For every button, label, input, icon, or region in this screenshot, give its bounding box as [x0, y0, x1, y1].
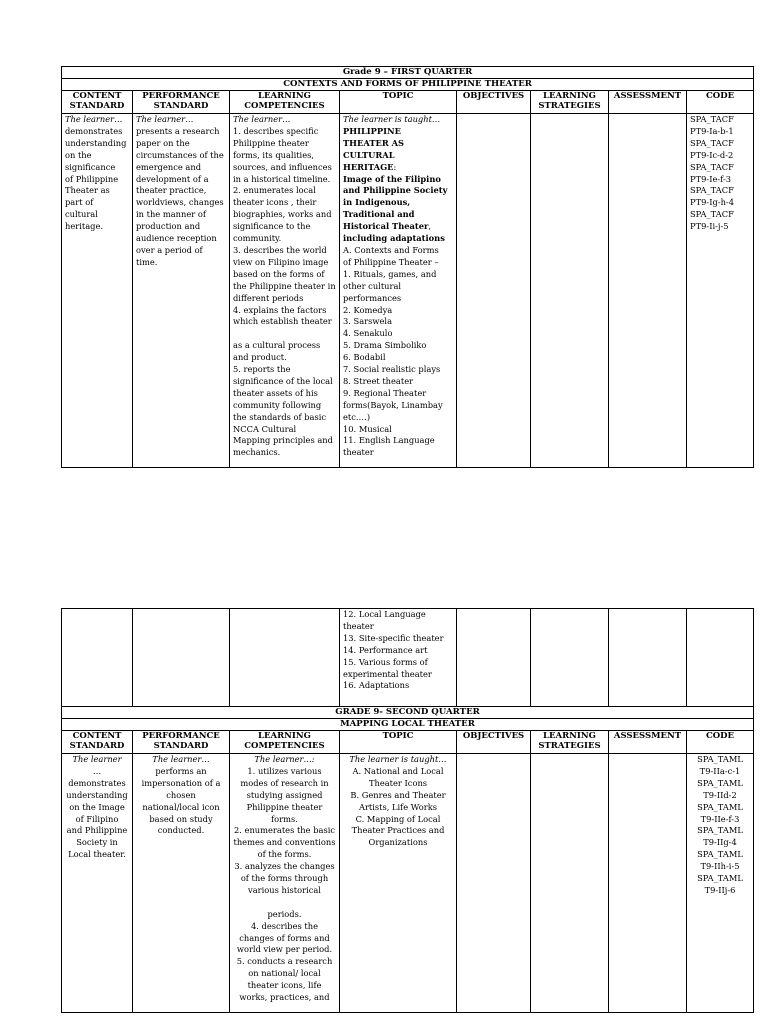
cell-line: community.: [233, 233, 282, 244]
cell-line: 7. Social realistic plays: [343, 364, 441, 375]
cell-line: CULTURAL: [343, 149, 395, 160]
code-cell: [687, 754, 754, 1013]
cell-line: 4. Senakulo: [343, 328, 393, 339]
cell-line: theater icons, life: [247, 980, 322, 991]
cell-line: audience reception: [136, 233, 217, 244]
table-row: [62, 114, 754, 468]
code-line: PT9-Ii-j-5: [690, 221, 729, 232]
cell-line: 2. Komedya: [343, 304, 393, 315]
cell-line: over a period of: [136, 244, 203, 255]
cell-line: THEATER AS: [343, 137, 405, 148]
continuation-row: [62, 609, 754, 707]
header-row: [62, 91, 754, 114]
code-line: T9-IIh-i-5: [700, 861, 740, 872]
first-quarter-table: [61, 66, 754, 468]
topic-continued-cell: [340, 609, 457, 707]
cell-line: different periods: [233, 292, 304, 303]
empty-cell: [687, 609, 754, 707]
cell-line: B. Genres and Theater: [350, 789, 446, 800]
header-objectives: OBJECTIVES: [457, 731, 531, 754]
cell-line: 16. Adaptations: [343, 680, 410, 691]
cell-line: 1. utilizes various: [247, 765, 322, 776]
empty-cell: [531, 609, 609, 707]
cell-line: periods.: [267, 908, 302, 919]
cell-line: 2. enumerates local: [233, 185, 316, 196]
topic-comma: ,: [428, 221, 432, 232]
code-line: T9-IIj-6: [704, 884, 736, 895]
cell-line: NCCA Cultural: [233, 423, 297, 434]
learning-strategies-cell: [531, 754, 609, 1013]
cell-line: worldviews, changes: [136, 197, 224, 208]
cell-line: forms, its qualities,: [233, 149, 315, 160]
cell-line: of Filipino: [75, 813, 119, 824]
cell-line: theater: [343, 620, 374, 631]
cell-line: development of a: [136, 173, 209, 184]
cell-line: understanding: [66, 789, 128, 800]
cell-line: other cultural: [343, 280, 402, 291]
header-content-standard: CONTENT STANDARD: [62, 91, 133, 114]
cell-line: Philippine theater: [233, 137, 309, 148]
cell-line: Local theater.: [68, 849, 126, 860]
empty-cell: [609, 609, 687, 707]
cell-line: on the: [65, 149, 92, 160]
cell-line: sources, and influences: [233, 161, 332, 172]
cell-line: paper on the: [136, 137, 190, 148]
cell-line: world view per period.: [236, 944, 333, 955]
cell-line: based on the forms of: [233, 268, 325, 279]
cell-line: presents a research: [136, 125, 220, 136]
cell-line: Organizations: [368, 837, 428, 848]
cell-line: 9. Regional Theater: [343, 387, 427, 398]
empty-cell: [230, 609, 340, 707]
header-assessment: ASSESSMENT: [609, 731, 687, 754]
cell-line: Image of the Filipino: [343, 173, 441, 184]
cell-line: 5. reports the: [233, 364, 291, 375]
header-code: CODE: [687, 731, 754, 754]
code-line: PT9-Ic-d-2: [690, 149, 734, 160]
header-topic: TOPIC: [340, 731, 457, 754]
cell-line: 13. Site-specific theater: [343, 632, 444, 643]
cell-line: in the manner of: [136, 209, 206, 220]
cell-line: community following: [233, 399, 322, 410]
cell-line: 4. explains the factors: [233, 304, 327, 315]
cell-line: The learner…: [152, 754, 210, 764]
code-line: SPA_TACF: [690, 114, 734, 124]
cell-line: chosen: [166, 789, 196, 800]
cell-line: The learner is taught…: [343, 114, 441, 124]
cell-line: national/local icon: [142, 801, 220, 812]
topic-historical: Historical Theater: [343, 221, 429, 232]
cell-line: on national/ local: [248, 968, 321, 979]
cell-line: 14. Performance art: [343, 644, 428, 655]
cell-line: based on study: [149, 813, 213, 824]
learning-competencies-cell: [230, 754, 340, 1013]
cell-line: HERITAGE:: [343, 161, 397, 172]
unit-title: CONTEXTS AND FORMS OF PHILIPPINE THEATER: [62, 79, 754, 91]
cell-line: significance: [65, 161, 116, 172]
cell-line: emergence and: [136, 161, 202, 172]
cell-line: 1. Rituals, games, and: [343, 268, 437, 279]
assessment-cell: [609, 754, 687, 1013]
learning-competencies-cell: [230, 114, 340, 468]
grade-title: Grade 9 – FIRST QUARTER: [62, 67, 754, 79]
cell-line: Theater as: [65, 185, 110, 196]
header-learning-strategies: LEARNING STRATEGIES: [531, 731, 609, 754]
cell-line: in a historical timeline.: [233, 173, 331, 184]
cell-line: time.: [136, 256, 158, 267]
cell-line: 3. Sarswela: [343, 316, 393, 327]
cell-line: production and: [136, 221, 201, 232]
cell-line: heritage.: [65, 221, 104, 232]
objectives-cell: [457, 114, 531, 468]
cell-line: and product.: [233, 352, 287, 363]
unit-title: MAPPING LOCAL THEATER: [62, 719, 754, 731]
second-quarter-table: [61, 608, 754, 1013]
header-learning-competencies: LEARNING COMPETENCIES: [230, 731, 340, 754]
cell-line: significance of the local: [233, 375, 333, 386]
cell-line: conducted.: [157, 825, 205, 836]
cell-line: part of: [65, 197, 94, 208]
cell-line: 12. Local Language: [343, 609, 426, 619]
cell-line: The learner is taught…: [349, 754, 447, 764]
cell-line: Artists, Life Works: [358, 801, 438, 812]
performance-standard-cell: [133, 754, 230, 1013]
cell-line: of the forms.: [257, 849, 312, 860]
code-line: SPA_TACF: [690, 137, 734, 148]
cell-line: on the Image: [69, 801, 125, 812]
code-line: T9-IId-2: [703, 789, 737, 800]
code-line: SPA_TAML: [697, 825, 743, 836]
cell-line: theater assets of his: [233, 387, 318, 398]
header-content-standard: CONTENT STANDARD: [62, 731, 133, 754]
cell-line: themes and conventions: [233, 837, 336, 848]
code-line: SPA_TAML: [697, 777, 743, 788]
cell-line: The learner…: [233, 114, 291, 124]
cell-line: of the forms through: [240, 873, 329, 884]
code-line: PT9-Ie-f-3: [690, 173, 732, 184]
cell-line: biographies, works and: [233, 209, 332, 220]
cell-line: the standards of basic: [233, 411, 327, 422]
code-line: SPA_TAML: [697, 754, 743, 764]
cell-line: …: [92, 765, 102, 776]
cell-line: which establish theater: [233, 316, 332, 327]
empty-cell: [457, 609, 531, 707]
cell-line: 4. describes the: [250, 920, 318, 931]
header-code: CODE: [687, 91, 754, 114]
code-line: SPA_TAML: [697, 849, 743, 860]
cell-line: in Indigenous,: [343, 197, 411, 208]
code-line: PT9-Ia-b-1: [690, 125, 734, 136]
cell-line: Theater Icons: [368, 777, 428, 788]
header-assessment: ASSESSMENT: [609, 91, 687, 114]
blank-line: [233, 897, 336, 909]
header-topic: TOPIC: [340, 91, 457, 114]
topic-cell: [340, 754, 457, 1013]
cell-line: theater practice,: [136, 185, 207, 196]
cell-line: A. Contexts and Forms: [343, 244, 439, 255]
cell-line: understanding: [65, 137, 127, 148]
header-learning-strategies: LEARNING STRATEGIES: [531, 91, 609, 114]
cell-line: performs an: [155, 765, 207, 776]
topic-heritage: HERITAGE: [343, 161, 394, 172]
cell-line: The learner…:: [254, 754, 315, 764]
cell-line: demonstrates: [68, 777, 126, 788]
cell-line: 6. Bodabil: [343, 352, 386, 363]
header-performance-standard: PERFORMANCE STANDARD: [133, 91, 230, 114]
cell-line: significance to the: [233, 221, 311, 232]
code-line: SPA_TACF: [690, 161, 734, 172]
cell-line: forms(Bayok, Linambay: [343, 399, 443, 410]
cell-line: PHILIPPINE: [343, 125, 401, 136]
cell-line: 3. analyzes the changes: [234, 861, 335, 872]
code-line: SPA_TAML: [697, 801, 743, 812]
cell-line: of Philippine: [65, 173, 119, 184]
cell-line: the Philippine theater in: [233, 280, 336, 291]
cell-line: 3. describes the world: [233, 244, 327, 255]
cell-line: Traditional and: [343, 209, 415, 220]
cell-line: demonstrates: [65, 125, 123, 136]
code-line: SPA_TACF: [690, 185, 734, 196]
cell-line: cultural: [65, 209, 98, 220]
content-standard-cell: [62, 114, 133, 468]
cell-line: 5. Drama Simboliko: [343, 340, 427, 351]
cell-line: view on Filipino image: [233, 256, 329, 267]
cell-line: The learner: [72, 754, 122, 764]
cell-line: and Philippine: [66, 825, 128, 836]
blank-line: [233, 328, 336, 340]
cell-line: modes of research in: [240, 777, 329, 788]
cell-line: 15. Various forms of: [343, 656, 428, 667]
topic-cell: [340, 114, 457, 468]
learning-strategies-cell: [531, 114, 609, 468]
header-learning-competencies: LEARNING COMPETENCIES: [230, 91, 340, 114]
cell-line: as a cultural process: [233, 340, 321, 351]
cell-line: The learner…: [65, 114, 123, 124]
empty-cell: [62, 609, 133, 707]
cell-line: 10. Musical: [343, 423, 392, 434]
cell-line: including adaptations: [343, 233, 445, 244]
assessment-cell: [609, 114, 687, 468]
code-cell: [687, 114, 754, 468]
cell-line: 8. Street theater: [343, 375, 414, 386]
cell-line: Mapping principles and: [233, 435, 333, 446]
code-line: SPA_TACF: [690, 209, 734, 220]
cell-line: of Philippine Theater –: [343, 256, 439, 267]
cell-line: various historical: [248, 884, 321, 895]
cell-line: theater icons , their: [233, 197, 317, 208]
cell-line: changes of forms and: [239, 932, 330, 943]
performance-standard-cell: [133, 114, 230, 468]
cell-line: 1. describes specific: [233, 125, 319, 136]
cell-line: Theater Practices and: [351, 825, 445, 836]
cell-line: The learner…: [136, 114, 194, 124]
cell-line: [343, 221, 453, 233]
code-line: PT9-Ig-h-4: [690, 197, 735, 208]
cell-line: circumstances of the: [136, 149, 224, 160]
empty-cell: [133, 609, 230, 707]
cell-line: C. Mapping of Local: [355, 813, 441, 824]
cell-line: works, practices, and: [239, 992, 330, 1003]
cell-line: experimental theater: [343, 668, 432, 679]
cell-line: Society in: [76, 837, 118, 848]
grade-title: GRADE 9- SECOND QUARTER: [62, 707, 754, 719]
cell-line: and Philippine Society: [343, 185, 448, 196]
cell-line: forms.: [271, 813, 298, 824]
cell-line: etc.…): [343, 411, 371, 422]
code-line: T9-IIg-4: [703, 837, 737, 848]
cell-line: theater: [343, 447, 374, 458]
cell-line: studying assigned: [246, 789, 323, 800]
header-row: [62, 731, 754, 754]
objectives-cell: [457, 754, 531, 1013]
cell-line: performances: [343, 292, 402, 303]
code-line: T9-IIa-c-1: [699, 765, 741, 776]
header-objectives: OBJECTIVES: [457, 91, 531, 114]
cell-line: 11. English Language: [343, 435, 435, 446]
cell-line: impersonation of a: [141, 777, 221, 788]
cell-line: mechanics.: [233, 447, 281, 458]
code-line: T9-IIe-f-3: [700, 813, 740, 824]
cell-line: A. National and Local: [352, 765, 444, 776]
code-line: SPA_TAML: [697, 873, 743, 884]
header-performance-standard: PERFORMANCE STANDARD: [133, 731, 230, 754]
content-standard-cell: [62, 754, 133, 1013]
cell-line: 5. conducts a research: [236, 956, 333, 967]
cell-line: Philippine theater: [246, 801, 323, 812]
cell-line: 2. enumerates the basic: [233, 825, 336, 836]
table-row: [62, 754, 754, 1013]
